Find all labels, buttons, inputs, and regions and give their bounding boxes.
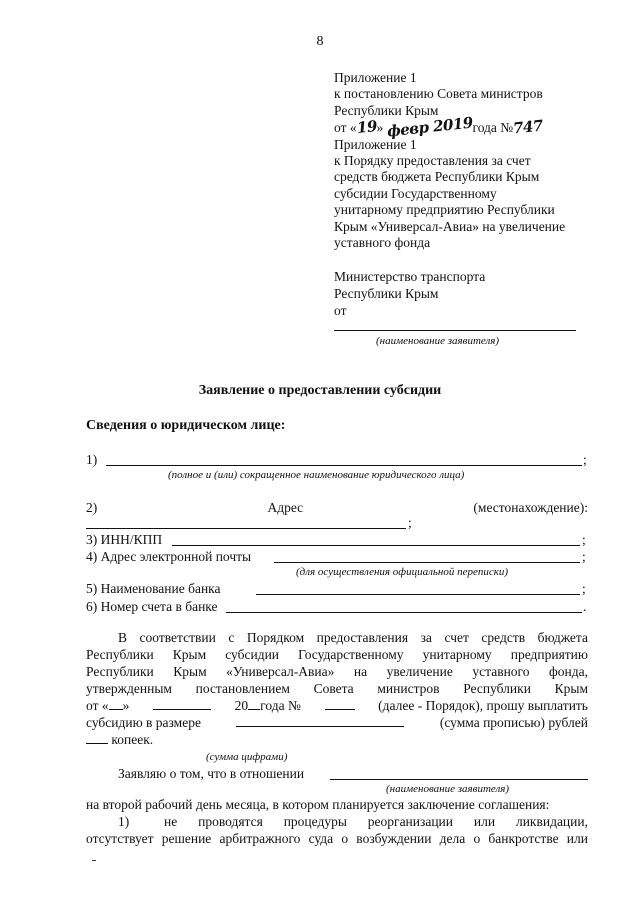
appendix-line: Крым «Универсал-Авиа» на увеличение bbox=[334, 218, 566, 234]
addressee-line: Республики Крым bbox=[334, 286, 439, 301]
appendix-line: субсидии Государственному bbox=[334, 185, 497, 201]
sum-figures-hint: (сумма цифрами) bbox=[206, 751, 288, 763]
legal-name-hint: (полное и (или) сокращенное наименование юридического лица) bbox=[168, 469, 465, 481]
field-2-number: 2) bbox=[86, 500, 98, 515]
addressee-from: от bbox=[334, 303, 347, 318]
field-3-end: ; bbox=[582, 532, 586, 547]
condition-1-line bbox=[118, 814, 588, 830]
field-1-end: ; bbox=[583, 452, 587, 467]
address-line bbox=[86, 500, 588, 516]
kopeck-blank[interactable] bbox=[86, 732, 108, 744]
order-date-group bbox=[86, 698, 129, 714]
inn-kpp-label: 3) ИНН/КПП bbox=[86, 532, 163, 547]
order-reference-line bbox=[86, 698, 588, 714]
email-label: 4) Адрес электронной почты bbox=[86, 549, 252, 564]
order-month-blank[interactable] bbox=[153, 698, 211, 710]
declaration-label: Заявляю о том, что в отношении bbox=[118, 766, 305, 781]
bank-name-blank[interactable] bbox=[256, 594, 580, 595]
legal-name-blank[interactable] bbox=[106, 465, 582, 466]
declaration-applicant-hint: (наименование заявителя) bbox=[386, 783, 510, 795]
appendix-line: уставного фонда bbox=[334, 235, 431, 251]
body-line bbox=[86, 681, 588, 697]
field-2-word: Адрес bbox=[267, 500, 304, 515]
appendix-header bbox=[334, 70, 565, 251]
appendix-line: средств бюджета Республики Крым bbox=[334, 169, 540, 185]
date-mid: » bbox=[376, 120, 387, 136]
handwritten-month-year: февр 2019 bbox=[385, 113, 474, 141]
appendix-line: Республики Крым bbox=[334, 102, 439, 118]
address-blank[interactable] bbox=[86, 528, 406, 529]
field-2-end: ; bbox=[408, 515, 412, 530]
field-4-end: ; bbox=[582, 549, 586, 564]
body-line: на второй рабочий день месяца, в котором планируется заключение соглашения: bbox=[86, 797, 550, 812]
order-date-prefix: от « bbox=[86, 698, 109, 713]
appendix-line: унитарному предприятию Республики bbox=[334, 202, 555, 218]
scan-mark bbox=[92, 860, 96, 861]
body-text: утвержденным постановлением Совета министров Республики Крым bbox=[86, 681, 588, 696]
appendix-line: к Порядку предоставления за счет bbox=[334, 153, 531, 169]
body-text: Республики Крым субсидии Государственному унитарному предприятию bbox=[86, 647, 588, 662]
section-heading: Сведения о юридическом лице: bbox=[86, 418, 286, 433]
body-line bbox=[118, 630, 588, 646]
body-text: отсутствует решение арбитражного суда о возбуждении дела о банкротстве или bbox=[86, 831, 588, 846]
appendix-line: Приложение 1 bbox=[334, 136, 417, 152]
email-hint: (для осуществления официальной переписки) bbox=[296, 566, 509, 578]
order-date-close: » bbox=[122, 698, 130, 713]
handwritten-day: 19 bbox=[355, 117, 378, 138]
field-2-tail: (местонахождение): bbox=[473, 500, 588, 515]
body-line bbox=[86, 647, 588, 663]
appendix-date-line bbox=[334, 113, 565, 141]
appendix-line: к постановлению Совета министров bbox=[334, 86, 543, 102]
subsidy-amount-blank[interactable] bbox=[236, 715, 404, 727]
condition-1-text: не проводятся процедуры реорганизации или ликвидации, bbox=[164, 814, 588, 829]
applicant-name-hint: (наименование заявителя) bbox=[376, 335, 500, 347]
subsidy-amount-label: субсидию в размере bbox=[86, 715, 201, 730]
date-suffix: года № bbox=[472, 120, 514, 136]
document-title: Заявление о предоставлении субсидии bbox=[198, 383, 442, 398]
inn-kpp-blank[interactable] bbox=[172, 545, 580, 546]
body-line bbox=[86, 831, 588, 847]
subsidy-words-label: (сумма прописью) рублей bbox=[439, 715, 588, 730]
order-number-blank[interactable] bbox=[325, 698, 355, 710]
order-day-blank[interactable] bbox=[109, 698, 123, 710]
kopeck-line bbox=[86, 732, 153, 748]
account-number-label: 6) Номер счета в банке bbox=[86, 599, 218, 614]
email-blank[interactable] bbox=[274, 562, 580, 563]
appendix-line: Приложение 1 bbox=[334, 70, 417, 85]
order-year-blank[interactable] bbox=[248, 698, 260, 710]
handwritten-number: 747 bbox=[512, 116, 544, 138]
date-prefix: от « bbox=[334, 120, 357, 136]
account-number-blank[interactable] bbox=[226, 612, 582, 613]
applicant-name-blank[interactable] bbox=[334, 330, 576, 331]
body-text: Республики Крым «Универсал-Авиа» на увеличение уставного фонда, bbox=[86, 664, 588, 679]
addressee-line: Министерство транспорта bbox=[334, 269, 486, 284]
field-5-end: ; bbox=[582, 581, 586, 596]
kopeck-label: копеек. bbox=[111, 732, 154, 747]
order-year-group bbox=[235, 698, 301, 714]
addressee-block bbox=[334, 268, 485, 319]
field-6-end: . bbox=[583, 599, 587, 614]
declaration-applicant-blank[interactable] bbox=[330, 779, 588, 780]
order-number-label: года № bbox=[260, 698, 301, 713]
order-year-prefix: 20 bbox=[234, 698, 249, 713]
subsidy-amount-line bbox=[86, 715, 588, 731]
page-number: 8 bbox=[316, 34, 324, 49]
field-1-number: 1) bbox=[86, 452, 98, 467]
order-tail: (далее - Порядок), прошу выплатить bbox=[378, 698, 588, 713]
body-text: В соответствии с Порядком предоставления за счет средств бюджета bbox=[118, 630, 588, 645]
condition-1-number: 1) bbox=[118, 814, 130, 829]
body-line bbox=[86, 664, 588, 680]
bank-name-label: 5) Наименование банка bbox=[86, 581, 221, 596]
